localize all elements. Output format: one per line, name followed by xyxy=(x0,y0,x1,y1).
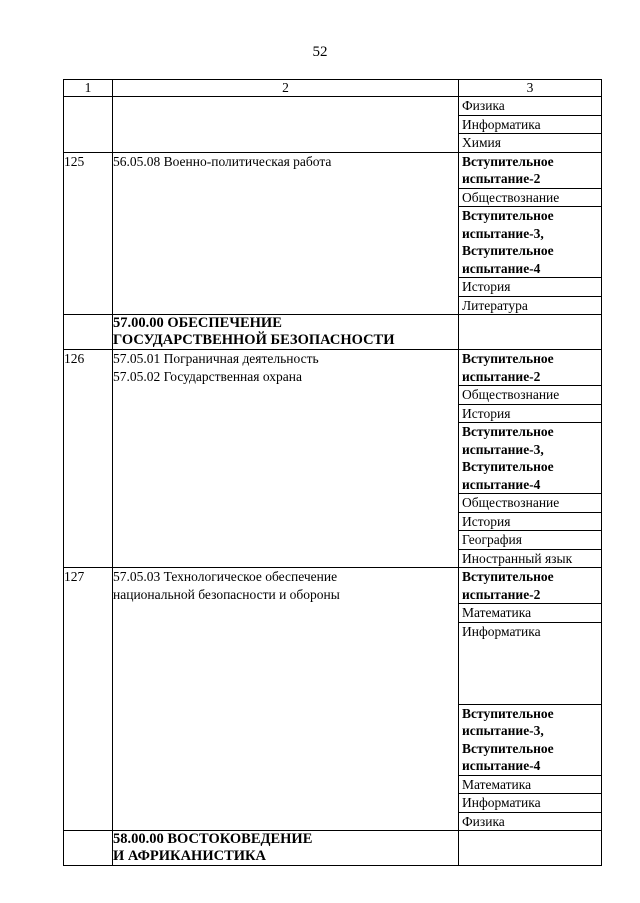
subjects-cell xyxy=(459,350,602,568)
table-row-continuation xyxy=(64,97,602,153)
group-heading-line-1: 58.00.00 ВОСТОКОВЕДЕНИЕ xyxy=(113,831,313,847)
row-number-cell xyxy=(64,831,113,866)
specialty-cell xyxy=(113,350,459,568)
subject-item: История xyxy=(459,404,601,423)
entrance-exam-label: Вступительное испытание-3, Вступительное испытание-4 xyxy=(459,206,601,277)
subject-item: Математика xyxy=(459,603,601,622)
subject-item: Математика xyxy=(459,775,601,794)
subjects-cell xyxy=(459,152,602,315)
group-heading-line-1: 57.00.00 ОБЕСПЕЧЕНИЕ xyxy=(113,315,282,331)
row-number-cell xyxy=(64,97,113,153)
header-col-2: 2 xyxy=(113,80,459,97)
group-heading-line-2: ГОСУДАРСТВЕННОЙ БЕЗОПАСНОСТИ xyxy=(113,332,395,348)
admission-table xyxy=(63,79,602,866)
subject-item: Информатика xyxy=(459,115,601,134)
subject-item: Химия xyxy=(459,133,601,152)
subjects-cell xyxy=(459,97,602,153)
subject-item: Информатика xyxy=(459,793,601,812)
subject-item: Физика xyxy=(462,98,505,113)
header-col-1: 1 xyxy=(64,80,113,97)
subject-item: Информатика xyxy=(459,622,601,704)
subjects-cell xyxy=(459,568,602,831)
subject-item: Обществознание xyxy=(459,493,601,512)
subject-item: История xyxy=(459,512,601,531)
row-number: 127 xyxy=(64,568,113,831)
entrance-exam-label: Вступительное испытание-3, Вступительное испытание-4 xyxy=(459,422,601,493)
subject-item: География xyxy=(459,530,601,549)
specialty-text: 57.05.03 Технологическое обеспечение xyxy=(113,569,338,584)
specialty-cell xyxy=(113,568,459,831)
header-col-3: 3 xyxy=(459,80,602,97)
specialty-text: 56.05.08 Военно-политическая работа xyxy=(113,152,459,315)
specialty-cell xyxy=(113,97,459,153)
group-heading xyxy=(113,315,459,350)
row-number: 126 xyxy=(64,350,113,568)
row-number: 125 xyxy=(64,152,113,315)
subject-item: Обществознание xyxy=(459,188,601,207)
group-heading xyxy=(113,831,459,866)
subjects-cell xyxy=(459,831,602,866)
specialty-text: 57.05.01 Пограничная деятельность xyxy=(113,351,319,366)
subject-item: Физика xyxy=(459,812,601,831)
row-number-cell xyxy=(64,315,113,350)
entrance-exam-label: Вступительное испытание-2 xyxy=(462,351,554,384)
table-row-127 xyxy=(64,568,602,831)
table-group-row-57 xyxy=(64,315,602,350)
specialty-text: 57.05.02 Государственная охрана xyxy=(113,368,302,384)
specialty-text: национальной безопасности и обороны xyxy=(113,586,340,602)
table-row-126 xyxy=(64,350,602,568)
entrance-exam-label: Вступительное испытание-2 xyxy=(462,569,554,602)
subject-item: История xyxy=(459,277,601,296)
subject-item: Обществознание xyxy=(459,385,601,404)
subject-item: Иностранный язык xyxy=(459,549,601,568)
subject-item: Литература xyxy=(459,296,601,315)
page-number: 52 xyxy=(312,44,328,60)
table-header-row xyxy=(64,80,602,97)
entrance-exam-label: Вступительное испытание-2 xyxy=(462,153,554,186)
subjects-cell xyxy=(459,315,602,350)
entrance-exam-label: Вступительное испытание-3, Вступительное испытание-4 xyxy=(459,704,601,775)
table-row-125 xyxy=(64,152,602,315)
table-group-row-58 xyxy=(64,831,602,866)
group-heading-line-2: И АФРИКАНИСТИКА xyxy=(113,848,267,864)
